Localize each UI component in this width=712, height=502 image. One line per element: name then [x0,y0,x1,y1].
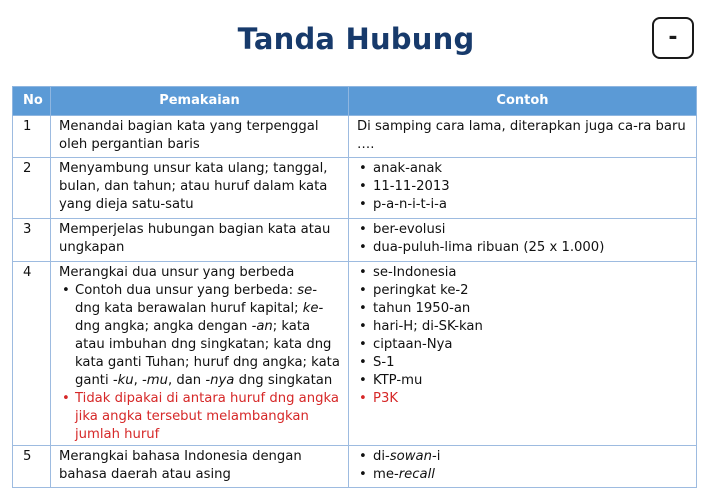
row-number: 3 [13,219,51,262]
example-item: • S-1 [357,354,688,372]
example-item: • P3K [357,390,688,408]
example-text: Di samping cara lama, diterapkan juga ca-ra baru …. [357,119,686,152]
row-number: 1 [13,116,51,158]
example-item: • ber-evolusi [357,221,688,239]
row-usage: Memperjelas hubungan bagian kata atau ungkapan [51,219,349,262]
header-use: Pemakaian [51,87,349,116]
example-item: • ciptaan-Nya [357,336,688,354]
row-number: 4 [13,262,51,446]
example-item: • hari-H; di-SK-kan [357,318,688,336]
example-item: • di-sowan-i [357,448,688,466]
dash-badge: - [652,17,694,59]
table-row [13,116,697,158]
table-header-row [13,87,697,116]
row-number: 2 [13,158,51,219]
usage-table [12,86,697,488]
row-examples [349,219,697,262]
example-item: • p-a-n-i-t-i-a [357,196,688,214]
row-examples [349,446,697,488]
example-item: • 11-11-2013 [357,178,688,196]
usage-heading: Merangkai dua unsur yang berbeda [59,265,295,280]
header-example: Contoh [349,87,697,116]
table-row [13,158,697,219]
header-no: No [13,87,51,116]
row-usage: Merangkai bahasa Indonesia dengan bahasa daerah atau asing [51,446,349,488]
example-item: • dua-puluh-lima ribuan (25 x 1.000) [357,239,688,257]
example-item: • KTP-mu [357,372,688,390]
table-row [13,219,697,262]
row-number: 5 [13,446,51,488]
row-usage [51,262,349,446]
example-item: • me-recall [357,466,688,484]
example-item: • se-Indonesia [357,264,688,282]
row-examples [349,262,697,446]
table-row [13,446,697,488]
example-item: • anak-anak [357,160,688,178]
table-row [13,262,697,446]
usage-sub-item: • Contoh dua unsur yang berbeda: se- dng kata berawalan huruf kapital; ke- dng angka; angka dengan -an; kata atau imbuhan dng singkatan; kata dng kata ganti Tuhan; huruf dng angka; kata ganti -ku, -mu, dan -nya dng singkatan [59,282,340,390]
page-title: Tanda Hubung [237,22,475,56]
row-examples [349,158,697,219]
row-usage: Menyambung unsur kata ulang; tanggal, bulan, dan tahun; atau huruf dalam kata yang dieja satu-satu [51,158,349,219]
example-item: • peringkat ke-2 [357,282,688,300]
usage-sub-item-note: • Tidak dipakai di antara huruf dng angka jika angka tersebut melambangkan jumlah huruf [59,390,340,444]
example-item: • tahun 1950-an [357,300,688,318]
row-examples [349,116,697,158]
row-usage: Menandai bagian kata yang terpenggal oleh pergantian baris [51,116,349,158]
